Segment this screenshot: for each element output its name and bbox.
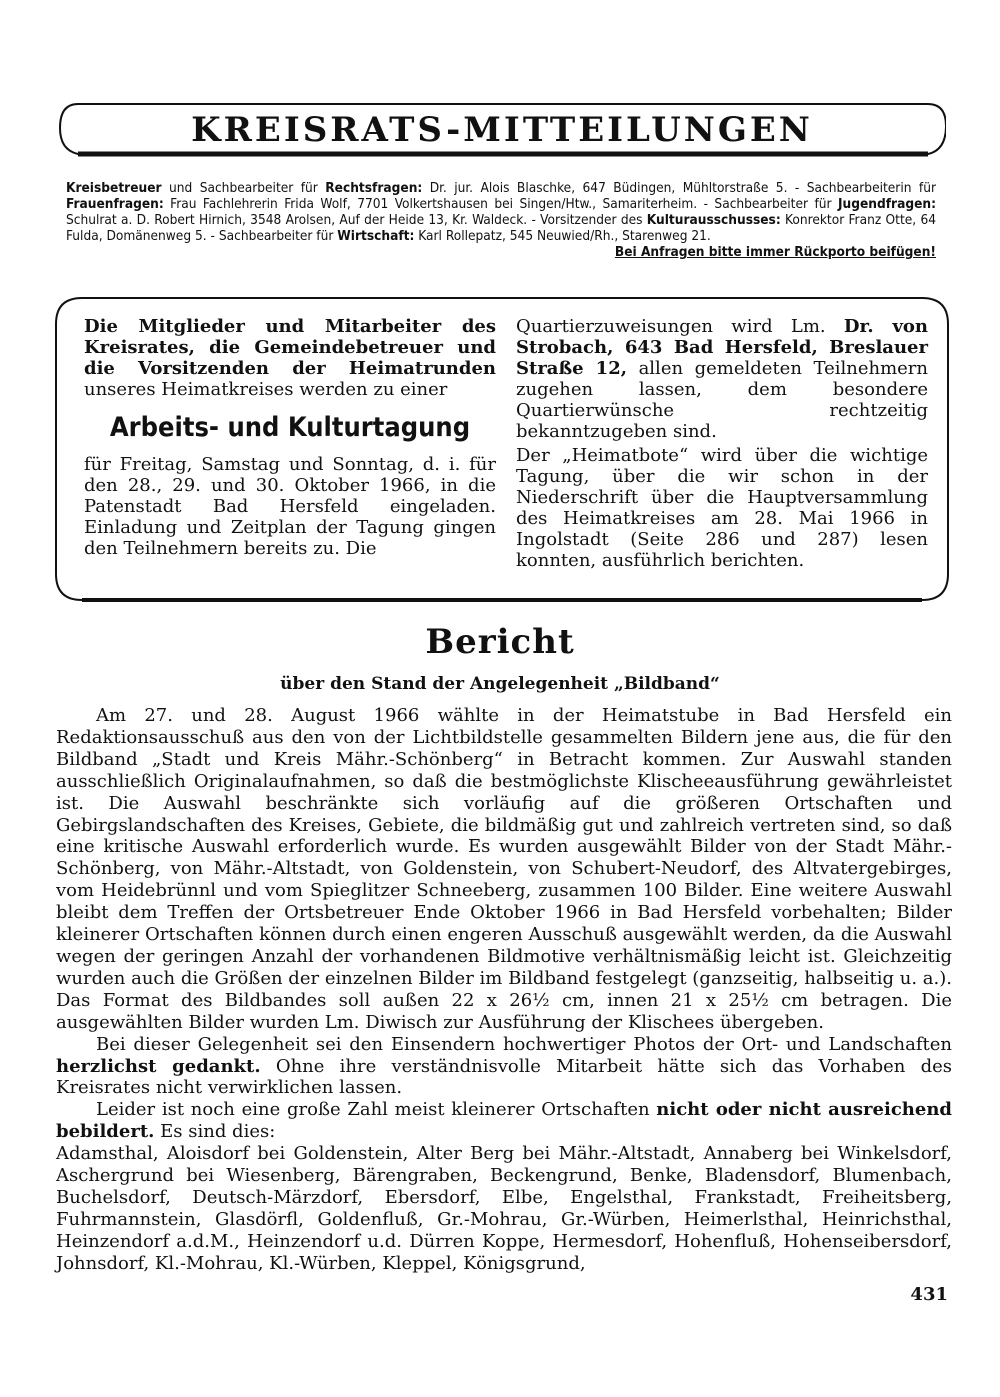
report-p3-rest: Es sind dies: [154, 1121, 276, 1143]
contact-person-legal: Dr. jur. Alois Blaschke, 647 Büdingen, Mühltorstraße 5. - Sachbearbeiterin für [422, 180, 936, 196]
report-title: Bericht [425, 622, 575, 662]
contacts-block [66, 180, 936, 260]
contact-topic-youth: Jugendfragen: [837, 196, 936, 212]
report-p2-rest: Ohne ihre verständnisvolle Mitarbeit hätte sich das Vorhaben des Kreisrates nicht verwirklichen lassen. [56, 1055, 953, 1099]
contact-person-women: Frau Fachlehrerin Frida Wolf, 7701 Volkertshausen bei Singen/Htw., Samariterheim. - Sachbearbeiter für [163, 196, 838, 212]
contact-topic-economy: Wirtschaft: [337, 228, 415, 244]
announcement-left-column [84, 316, 496, 559]
announcement-box [54, 294, 950, 606]
contact-label: Kreisbetreuer [66, 180, 162, 196]
announcement-lodging-rest: allen gemeldeten Teilnehmern zugehen lassen, dem besondere Quartierwünsche rechtzeitig bekanntzugeben sind. [516, 358, 929, 442]
report-body [56, 705, 952, 1275]
announcement-intro-rest: unseres Heimatkreises werden zu einer [84, 379, 448, 400]
report-village-list: Adamsthal, Aloisdorf bei Goldenstein, Alter Berg bei Mähr.-Altstadt, Annaberg bei Winkelsdorf, Aschergrund bei Wiesenberg, Bärengraben, Beckengrund, Benke, Bladensdorf, Blumenbach, Buchelsdorf, Deutsch-Märzdorf, Ebersdorf, Elbe, Engelsthal, Frankstadt, Freiheitsberg, Fuhrmannstein, Glasdörfl, Goldenfluß, Gr.-Mohrau, Gr.-Würben, Heimerlsthal, Heinrichsthal, Heinzendorf a.d.M., Heinzendorf u.d. Dürren Koppe, Hermesdorf, Hohenfluß, Hohenseibersdorf, Johnsdorf, Kl.-Mohrau, Kl.-Würben, Kleppel, Königsgrund, [56, 1143, 952, 1274]
report-p3-text: Leider ist noch eine große Zahl meist kleinerer Ortschaften [96, 1099, 657, 1121]
report-paragraph-2 [56, 1034, 952, 1100]
report-paragraph-1: Am 27. und 28. August 1966 wählte in der Heimatstube in Bad Hersfeld ein Redaktionsausschuß aus den von der Lichtbildstelle gesammelten Bildern jene aus, die für den Bildband „Stadt und Kreis Mähr.-Schönberg“ in Betracht kommen. Zur Auswahl standen ausschließlich Originalaufnahmen, so daß die bestmöglichste Klischeeausführung gewährleistet ist. Die Auswahl beschränkte sich vorläufig auf die größeren Ortschaften und Gebirgslandschaften des Kreises, Gebiete, die bildmäßig gut und zahlreich vertreten sind, so daß eine kritische Auswahl erforderlich wurde. Es wurden ausgewählt Bilder von der Stadt Mähr.-Schönberg, von Mähr.-Altstadt, von Goldenstein, von Schubert-Neudorf, des Altvatergebirges, vom Heidebrünnl und vom Spieglitzer Schneeberg, zusammen 100 Bilder. Eine weitere Auswahl bleibt dem Treffen der Ortsbetreuer Ende Oktober 1966 in Bad Hersfeld vorbehalten; Bilder kleinerer Ortschaften können durch einen engeren Ausschuß ausgewählt werden, da die Auswahl wegen der geringen Anzahl der vorhandenen Bildmotive verhältnismäßig leicht ist. Gleichzeitig wurden auch die Größen der einzelnen Bilder im Bildband festgelegt (ganzseitig, halbseitig u. a.). Das Format des Bildbandes soll außen 22 x 26½ cm, innen 21 x 25½ cm betragen. Die ausgewählten Bilder wurden Lm. Diwisch zur Ausführung der Klischees übergeben. [56, 705, 952, 1033]
report-p2-text: Bei dieser Gelegenheit sei den Einsendern hochwertiger Photos der Ort- und Landschaften [96, 1033, 952, 1055]
contact-person-culture: Konrektor Franz Otte, 64 Fulda, Domänenweg 5. - Sachbearbeiter für [66, 212, 936, 244]
announcement-intro-bold: Die Mitglieder und Mitarbeiter des Kreisrates, die Gemeindebetreuer und die Vorsitzenden der Heimatrunden [84, 316, 496, 379]
announcement-heimatbote: Der „Heimatbote“ wird über die wichtige Tagung, über die wir schon in der Niederschrift über die Hauptversammlung des Heimatkreises am 28. Mai 1966 in Ingolstadt (Seite 286 und 287) lesen konnten, ausführlich berichten. [516, 445, 928, 571]
contact-text: und Sachbearbeiter für [161, 180, 326, 196]
page-number: 431 [910, 1284, 948, 1305]
return-postage-note: Bei Anfragen bitte immer Rückporto beifügen! [614, 244, 936, 260]
report-p2-thanks: herzlichst gedankt. [56, 1055, 261, 1077]
contact-topic-culture: Kulturausschusses: [646, 212, 781, 228]
contact-topic-women: Frauenfragen: [66, 196, 164, 212]
header-banner [58, 100, 946, 160]
contact-person-youth: Schulrat a. D. Robert Hirnich, 3548 Arolsen, Auf der Heide 13, Kr. Waldeck. - Vorsitzender des [66, 212, 647, 228]
event-title: Arbeits- und Kulturtagung [109, 412, 471, 443]
announcement-left-body: für Freitag, Samstag und Sonntag, d. i. für den 28., 29. und 30. Oktober 1966, in die Patenstadt Bad Hersfeld eingeladen. Einladung und Zeitplan der Tagung gingen den Teilnehmern bereits zu. Die [84, 454, 496, 559]
announcement-right-column [516, 316, 928, 571]
announcement-lodging-contact: Dr. von Strobach, 643 Bad Hersfeld, Breslauer Straße 12, [516, 316, 928, 379]
page-section-title: KREISRATS-MITTEILUNGEN [191, 110, 813, 150]
report-paragraph-3 [56, 1099, 952, 1143]
contact-topic-legal: Rechtsfragen: [325, 180, 423, 196]
announcement-lodging-text: Quartierzuweisungen wird Lm. [516, 316, 844, 337]
contact-person-economy: Karl Rollepatz, 545 Neuwied/Rh., Starenweg 21. [414, 228, 711, 244]
report-p3-emphasis: nicht oder nicht ausreichend bebildert. [56, 1099, 953, 1143]
report-subtitle: über den Stand der Angelegenheit „Bildband“ [280, 674, 720, 694]
